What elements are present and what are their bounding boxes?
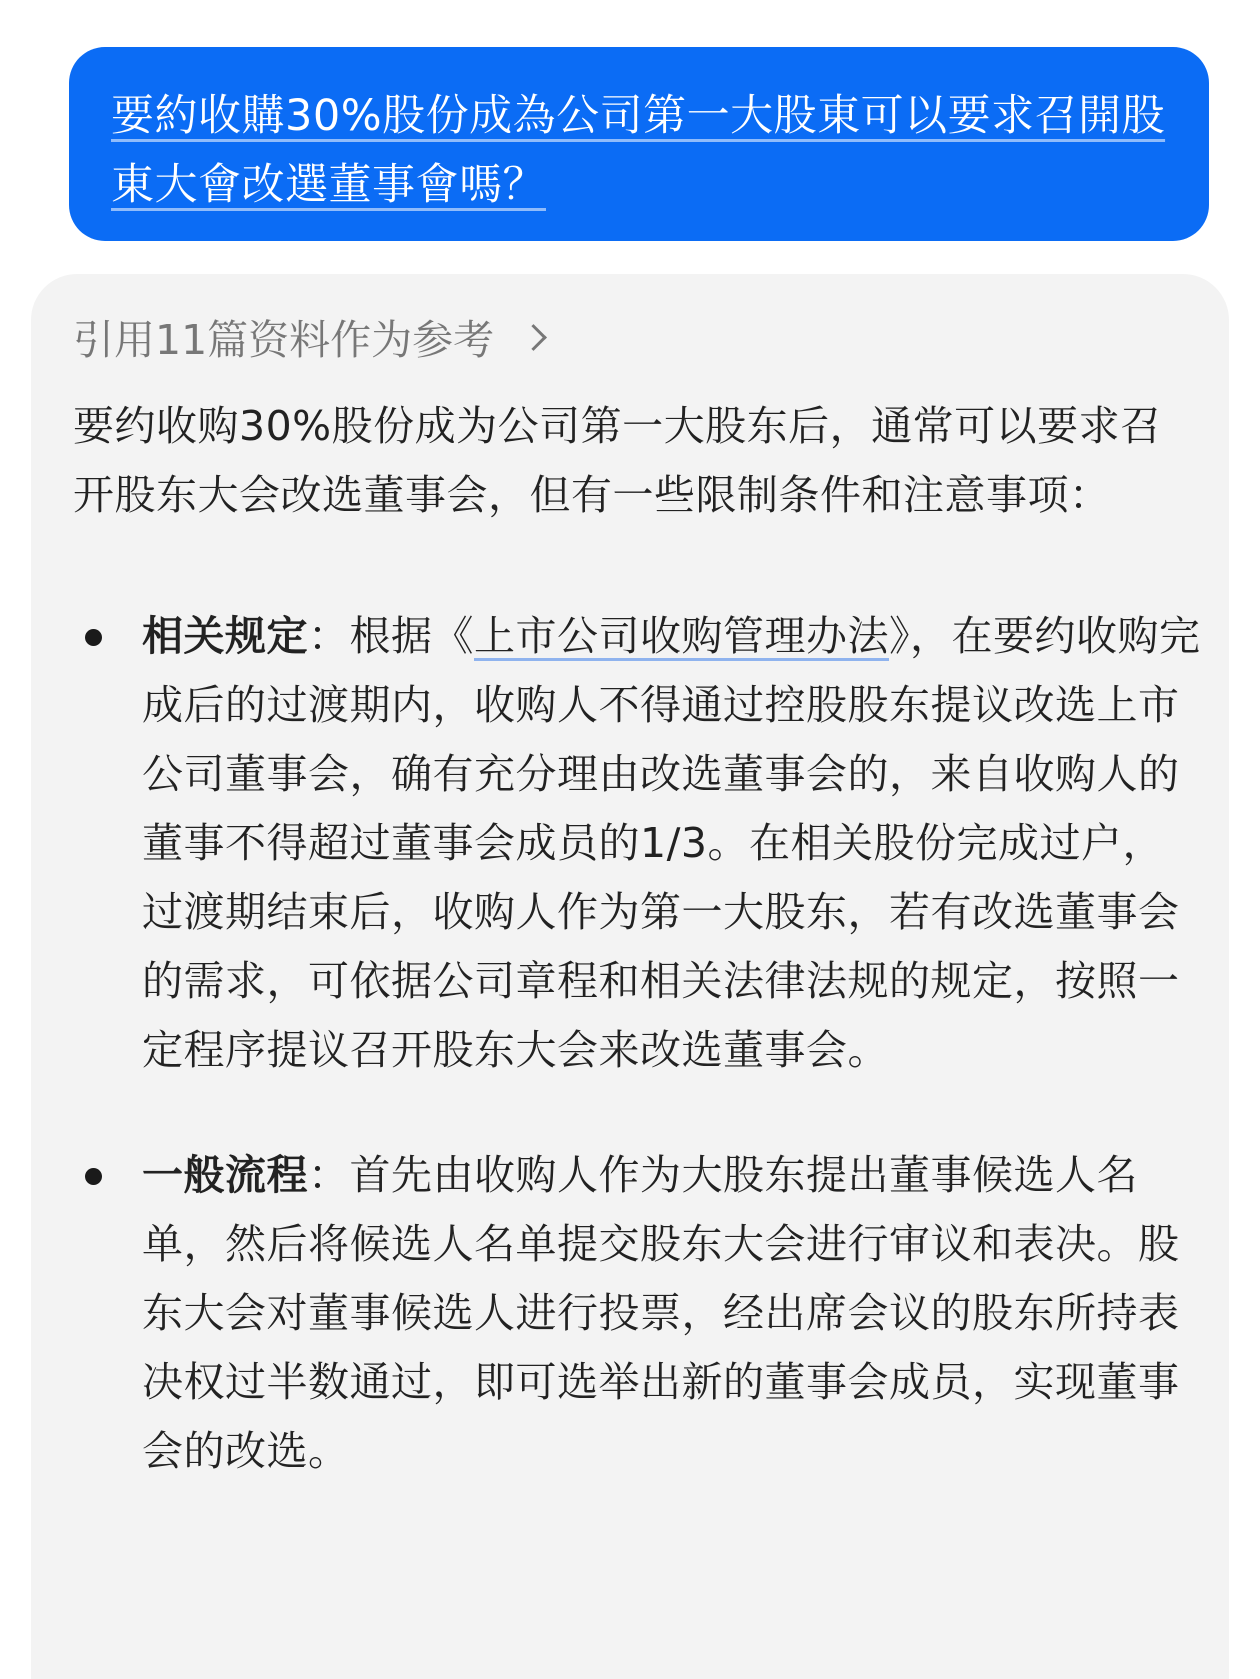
list-item-regulations bbox=[73, 602, 1202, 1085]
regulation-link[interactable]: 上市公司收购管理办法 bbox=[474, 612, 889, 660]
bullet-text-post: 》，在要约收购完成后的过渡期内，收购人不得通过控股股东提议改选上市公司董事会，确有充分理由改选董事会的，来自收购人的董事不得超过董事会成员的1/3。在相关股份完成过户，过渡期结束后，收购人作为第一大股东，若有改选董事会的需求，可依据公司章程和相关法律法规的规定，按照一定程序提议召开股东大会来改选董事会。 bbox=[142, 612, 1201, 1074]
list-item-procedure bbox=[73, 1141, 1202, 1486]
bullet-dot-icon bbox=[85, 629, 102, 646]
bullet-colon: ： bbox=[308, 1151, 350, 1199]
user-question-text[interactable]: 要約收購30%股份成為公司第一大股東可以要求召開股東大會改選董事會嗎？ bbox=[111, 91, 1166, 210]
bullet-title: 一般流程 bbox=[142, 1151, 308, 1199]
bullet-title: 相关规定 bbox=[142, 612, 308, 660]
chevron-right-icon bbox=[520, 324, 547, 351]
bullet-text-pre: 根据《 bbox=[349, 612, 474, 660]
answer-bullet-list bbox=[73, 602, 1201, 1486]
answer-intro: 要约收购30%股份成为公司第一大股东后，通常可以要求召开股东大会改选董事会，但有一些限制条件和注意事项： bbox=[73, 402, 1162, 519]
assistant-answer-card bbox=[31, 274, 1229, 1679]
references-label: 引用11篇资料作为参考 bbox=[73, 315, 495, 364]
user-message-bubble bbox=[69, 47, 1209, 241]
references-toggle[interactable] bbox=[73, 308, 1187, 364]
bullet-dot-icon bbox=[85, 1168, 102, 1185]
bullet-body: 首先由收购人作为大股东提出董事候选人名单，然后将候选人名单提交股东大会进行审议和表决。股东大会对董事候选人进行投票，经出席会议的股东所持表决权过半数通过，即可选举出新的董事会成员，实现董事会的改选。 bbox=[142, 1151, 1180, 1475]
bullet-colon: ： bbox=[308, 612, 350, 660]
